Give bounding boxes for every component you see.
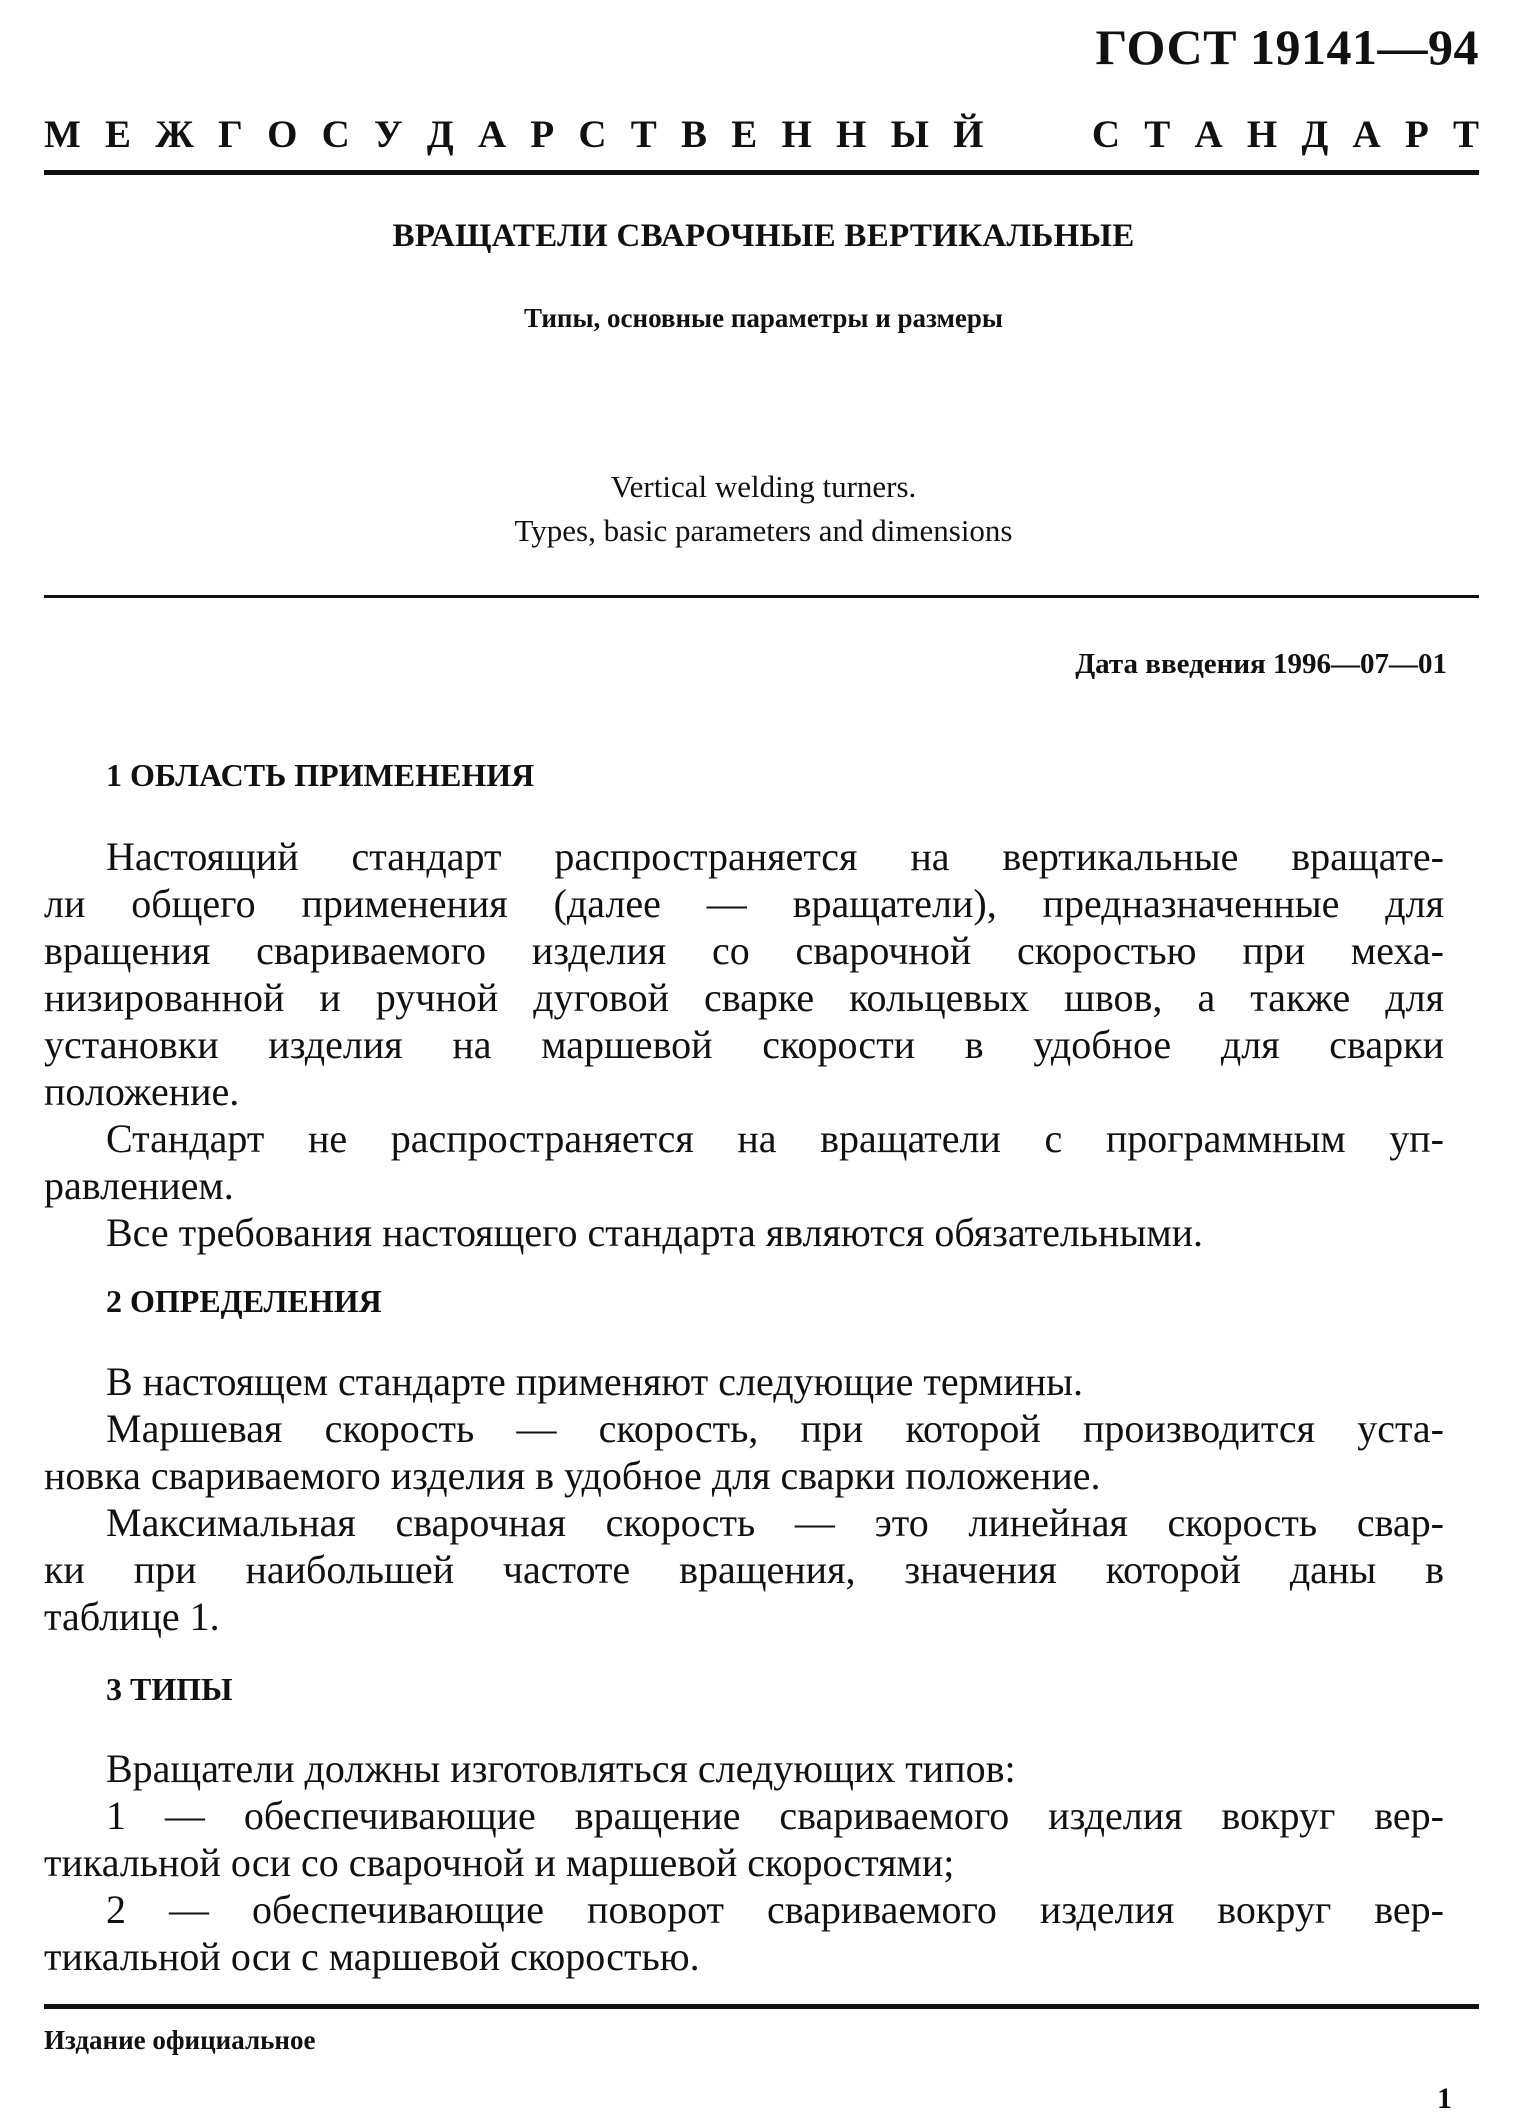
banner-letter: С <box>321 113 350 156</box>
banner-letter: Д <box>426 113 454 156</box>
text-line: Вращатели должны изготовляться следующих типов: <box>106 1746 1016 1791</box>
text-line: тикальной оси с маршевой скоростью. <box>44 1934 700 1979</box>
text-line: ли общего применения (далее — вращатели), предназначенные для <box>44 881 1444 926</box>
text-line: Настоящий стандарт распространяется на вертикальные вращате- <box>106 834 1444 879</box>
banner-letter: Р <box>1404 113 1429 156</box>
text-line: положение. <box>44 1069 240 1114</box>
banner-letter: Т <box>1144 113 1171 156</box>
text-line: низированной и ручной дуговой сварке кольцевых швов, а также для <box>44 975 1444 1020</box>
section-2-body <box>44 1358 1444 1640</box>
gost-number: ГОСТ 19141—94 <box>1095 19 1479 75</box>
text-line: тикальной оси со сварочной и маршевой скоростями; <box>44 1840 955 1885</box>
banner-letter: А <box>1194 113 1223 156</box>
document-title: ВРАЩАТЕЛИ СВАРОЧНЫЕ ВЕРТИКАЛЬНЫЕ <box>392 218 1135 254</box>
banner-letter: Е <box>105 113 132 156</box>
section-1-heading: 1 ОБЛАСТЬ ПРИМЕНЕНИЯ <box>106 757 535 793</box>
text-line: В настоящем стандарте применяют следующие термины. <box>106 1359 1084 1404</box>
title-divider <box>44 595 1479 598</box>
banner-letter: Н <box>1246 113 1278 156</box>
text-line: Стандарт не распространяется на вращатели с программным уп- <box>106 1116 1444 1161</box>
banner-letter: Е <box>731 113 758 156</box>
text-line: Все требования настоящего стандарта являются обязательными. <box>106 1210 1204 1255</box>
banner-letter: Т <box>630 113 657 156</box>
text-line: новка свариваемого изделия в удобное для сварки положение. <box>44 1453 1101 1498</box>
banner-letter: А <box>477 113 507 156</box>
document-subtitle: Типы, основные параметры и размеры <box>524 303 1003 333</box>
banner-letter: Й <box>953 113 984 156</box>
banner-letter: Г <box>218 113 243 156</box>
banner-word-gap <box>1008 112 1068 157</box>
text-line: ки при наибольшей частоте вращения, значения которой даны в <box>44 1547 1444 1592</box>
banner-letter: С <box>1091 113 1121 156</box>
header-divider <box>44 170 1479 175</box>
banner-letter: М <box>44 113 81 156</box>
introduction-date: Дата введения 1996—07—01 <box>1075 648 1447 680</box>
section-2-heading: 2 ОПРЕДЕЛЕНИЯ <box>106 1283 382 1319</box>
page-number: 1 <box>1437 2082 1452 2115</box>
section-3-body <box>44 1745 1444 1980</box>
banner-letter: А <box>1352 113 1381 156</box>
banner-letter: Т <box>1452 113 1479 156</box>
text-line: Маршевая скорость — скорость, при которой производится уста- <box>106 1406 1444 1451</box>
text-line: таблице 1. <box>44 1594 220 1639</box>
section-3-heading: 3 ТИПЫ <box>106 1671 233 1707</box>
official-edition-note: Издание официальное <box>44 2025 316 2055</box>
banner-letter: Д <box>1301 113 1329 156</box>
banner-letter: О <box>267 113 298 156</box>
text-line: вращения свариваемого изделия со сварочной скоростью при меха- <box>44 928 1444 973</box>
text-line: Максимальная сварочная скорость — это линейная скорость свар- <box>106 1500 1444 1545</box>
text-line: 1 — обеспечивающие вращение свариваемого изделия вокруг вер- <box>106 1793 1444 1838</box>
banner-letter: В <box>681 113 708 156</box>
english-title-line: Vertical welding turners. <box>610 469 917 504</box>
banner-letter: Ж <box>155 113 194 156</box>
interstate-standard-banner <box>44 112 1479 157</box>
english-title <box>0 465 1527 553</box>
text-line: равлением. <box>44 1163 234 1208</box>
banner-letter: Р <box>530 113 555 156</box>
banner-letter: У <box>374 113 403 156</box>
text-line: установки изделия на маршевой скорости в удобное для сварки <box>44 1022 1444 1067</box>
text-line: 2 — обеспечивающие поворот свариваемого изделия вокруг вер- <box>106 1887 1444 1932</box>
banner-letter: Н <box>781 113 812 156</box>
section-1-body <box>44 833 1444 1256</box>
english-title-line: Types, basic parameters and dimensions <box>514 513 1013 548</box>
banner-letter: Ы <box>890 113 929 156</box>
footer-divider <box>44 2004 1479 2009</box>
banner-letter: Н <box>836 113 867 156</box>
banner-letter: С <box>578 113 607 156</box>
